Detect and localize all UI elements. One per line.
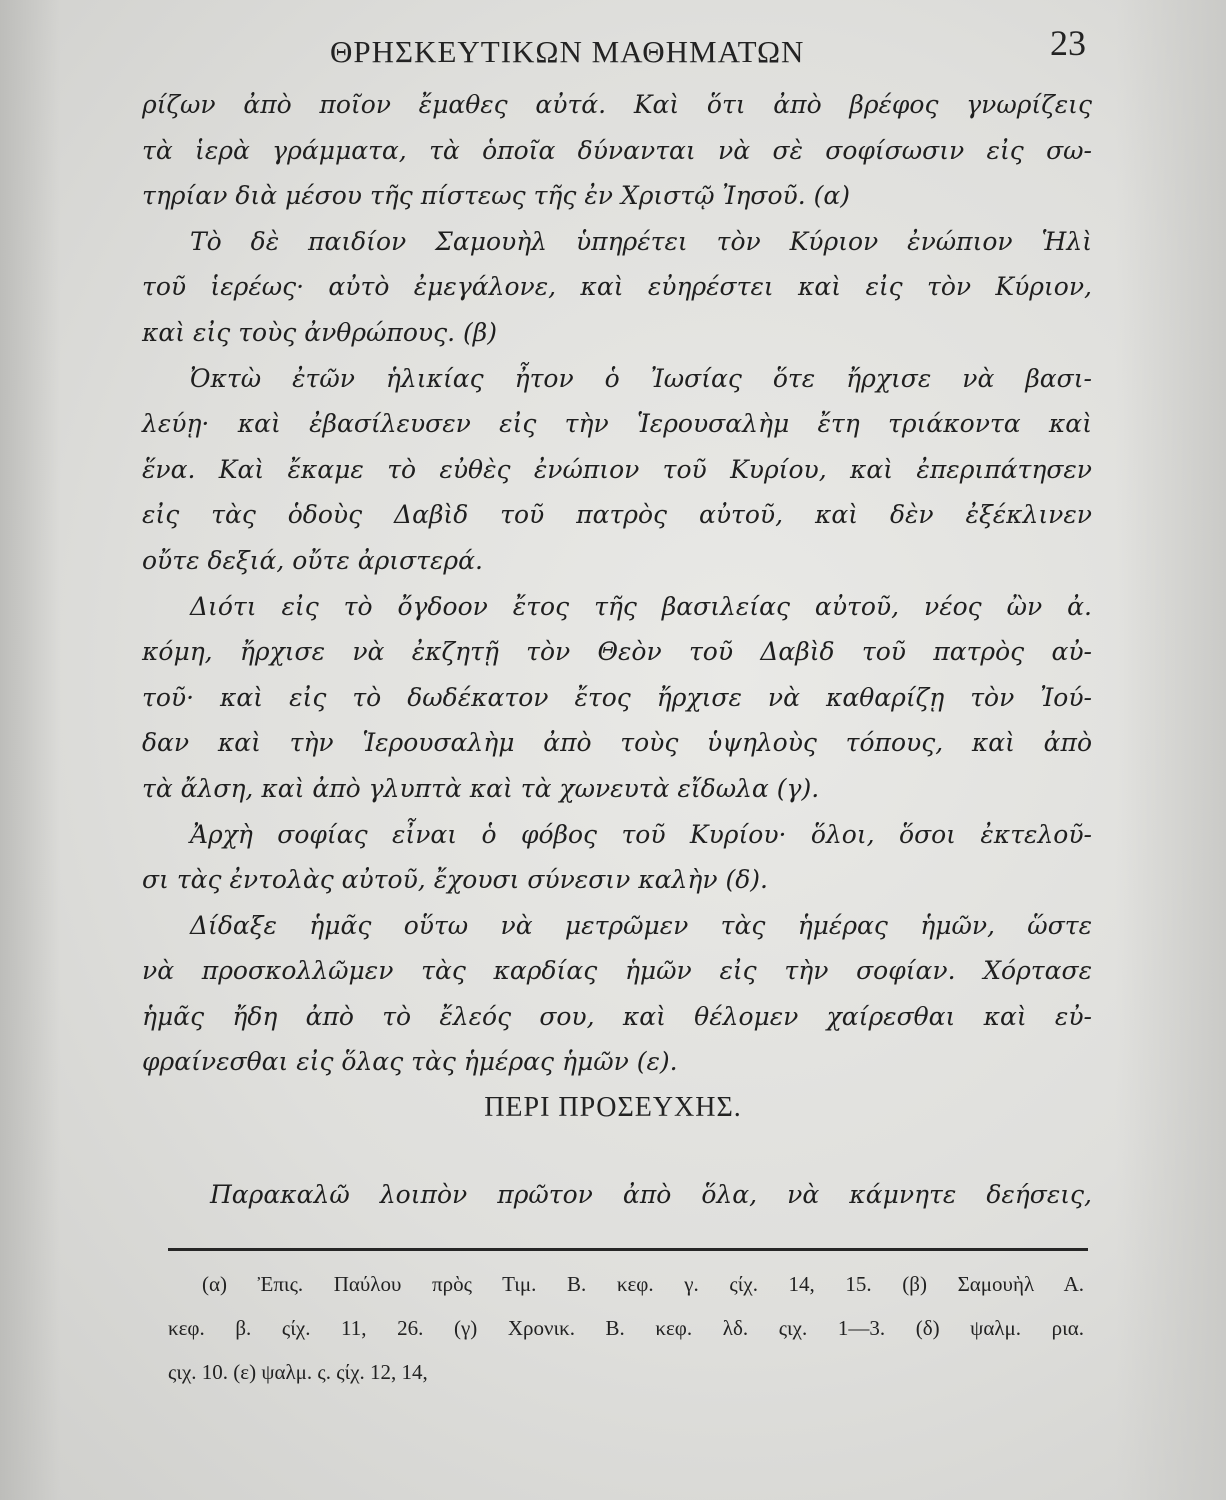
page-header bbox=[330, 22, 1086, 72]
text-line: Δίδαξε ἡμᾶς οὕτω νὰ μετρῶμεν τὰς ἡμέρας ἡμῶν, ὥστε bbox=[190, 910, 1092, 940]
main-text-block bbox=[142, 82, 1092, 1085]
text-line: ρίζων ἀπὸ ποῖον ἔμαθες αὐτά. Καὶ ὅτι ἀπὸ βρέφος γνωρίζεις bbox=[142, 90, 1092, 119]
text-line: κόμη, ἤρχισε νὰ ἐκζητῇ τὸν Θεὸν τοῦ Δαβὶδ τοῦ πατρὸς αὐ- bbox=[142, 637, 1092, 667]
page-number: 23 bbox=[1050, 23, 1086, 63]
text-line: τηρίαν διὰ μέσου τῆς πίστεως τῆς ἐν Χριστῷ Ἰησοῦ. (α) bbox=[142, 181, 851, 211]
text-line: φραίνεσθαι εἰς ὅλας τὰς ἡμέρας ἡμῶν (ε). bbox=[142, 1047, 678, 1077]
footnote-divider bbox=[168, 1248, 1088, 1251]
running-title: ΘΡΗΣΚΕΥΤΙΚΩΝ ΜΑΘΗΜΑΤΩΝ bbox=[330, 34, 805, 69]
text-line: ἕνα. Καὶ ἔκαμε τὸ εὐθὲς ἐνώπιον τοῦ Κυρίου, καὶ ἐπεριπάτησεν bbox=[142, 454, 1092, 484]
text-line: νὰ προσκολλῶμεν τὰς καρδίας ἡμῶν εἰς τὴν σοφίαν. Χόρτασε bbox=[142, 956, 1092, 986]
text-line: ἡμᾶς ἤδη ἀπὸ τὸ ἔλεός σου, καὶ θέλομεν χαίρεσθαι καὶ εὐ- bbox=[142, 1001, 1092, 1031]
text-line: Ὀκτὼ ἐτῶν ἡλικίας ἦτον ὁ Ἰωσίας ὅτε ἤρχισε νὰ βασι- bbox=[190, 363, 1092, 393]
text-line: Ἀρχὴ σοφίας εἶναι ὁ φόβος τοῦ Κυρίου· ὅλοι, ὅσοι ἐκτελοῦ- bbox=[190, 819, 1092, 849]
text-line: Τὸ δὲ παιδίον Σαμουὴλ ὑπηρέτει τὸν Κύριον ἐνώπιον Ἡλὶ bbox=[190, 226, 1092, 256]
text-line: τὰ ἄλση, καὶ ἀπὸ γλυπτὰ καὶ τὰ χωνευτὰ εἴδωλα (γ). bbox=[142, 773, 820, 803]
text-line: δαν καὶ τὴν Ἱερουσαλὴμ ἀπὸ τοὺς ὑψηλοὺς τόπους, καὶ ἀπὸ bbox=[142, 728, 1092, 758]
text-line: εἰς τὰς ὁδοὺς Δαβὶδ τοῦ πατρὸς αὐτοῦ, καὶ δὲν ἐξέκλινεν bbox=[142, 500, 1092, 530]
section-first-line-block bbox=[142, 1172, 1092, 1217]
text-line: Διότι εἰς τὸ ὄγδοον ἔτος τῆς βασιλείας αὐτοῦ, νέος ὢν ἀ. bbox=[190, 591, 1092, 621]
footnote-line: κεφ. β. ςίχ. 11, 26. (γ) Χρονικ. Β. κεφ. λδ. ςιχ. 1—3. (δ) ψαλμ. ρια. bbox=[168, 1316, 1084, 1340]
text-line: τὰ ἱερὰ γράμματα, τὰ ὁποῖα δύνανται νὰ σὲ σοφίσωσιν εἰς σω- bbox=[142, 135, 1092, 165]
text-line: τοῦ ἱερέως· αὐτὸ ἐμεγάλονε, καὶ εὐηρέστει καὶ εἰς τὸν Κύριον, bbox=[142, 272, 1092, 302]
text-line: οὔτε δεξιά, οὔτε ἀριστερά. bbox=[142, 545, 483, 575]
text-line: καὶ εἰς τοὺς ἀνθρώπους. (β) bbox=[142, 317, 497, 347]
footnote-line: (α) Ἐπις. Παύλου πρὸς Τιμ. Β. κεφ. γ. ςίχ. 14, 15. (β) Σαμουὴλ Α. bbox=[202, 1272, 1084, 1296]
text-line: Παρακαλῶ λοιπὸν πρῶτον ἀπὸ ὅλα, νὰ κάμνητε δεήσεις, bbox=[210, 1180, 1092, 1209]
text-line: λεύῃ· καὶ ἐβασίλευσεν εἰς τὴν Ἱερουσαλὴμ ἔτη τριάκοντα καὶ bbox=[142, 409, 1092, 439]
text-line: τοῦ· καὶ εἰς τὸ δωδέκατον ἔτος ἤρχισε νὰ καθαρίζῃ τὸν Ἰού- bbox=[142, 682, 1092, 712]
footnote-line: ςιχ. 10. (ε) ψαλμ. ς. ςίχ. 12, 14, bbox=[168, 1360, 428, 1384]
section-heading: ΠΕΡΙ ΠΡΟΣΕΥΧΗΣ. bbox=[484, 1092, 742, 1123]
text-line: σι τὰς ἐντολὰς αὐτοῦ, ἔχουσι σύνεσιν καλὴν (δ). bbox=[142, 865, 768, 895]
footnotes bbox=[168, 1262, 1084, 1394]
